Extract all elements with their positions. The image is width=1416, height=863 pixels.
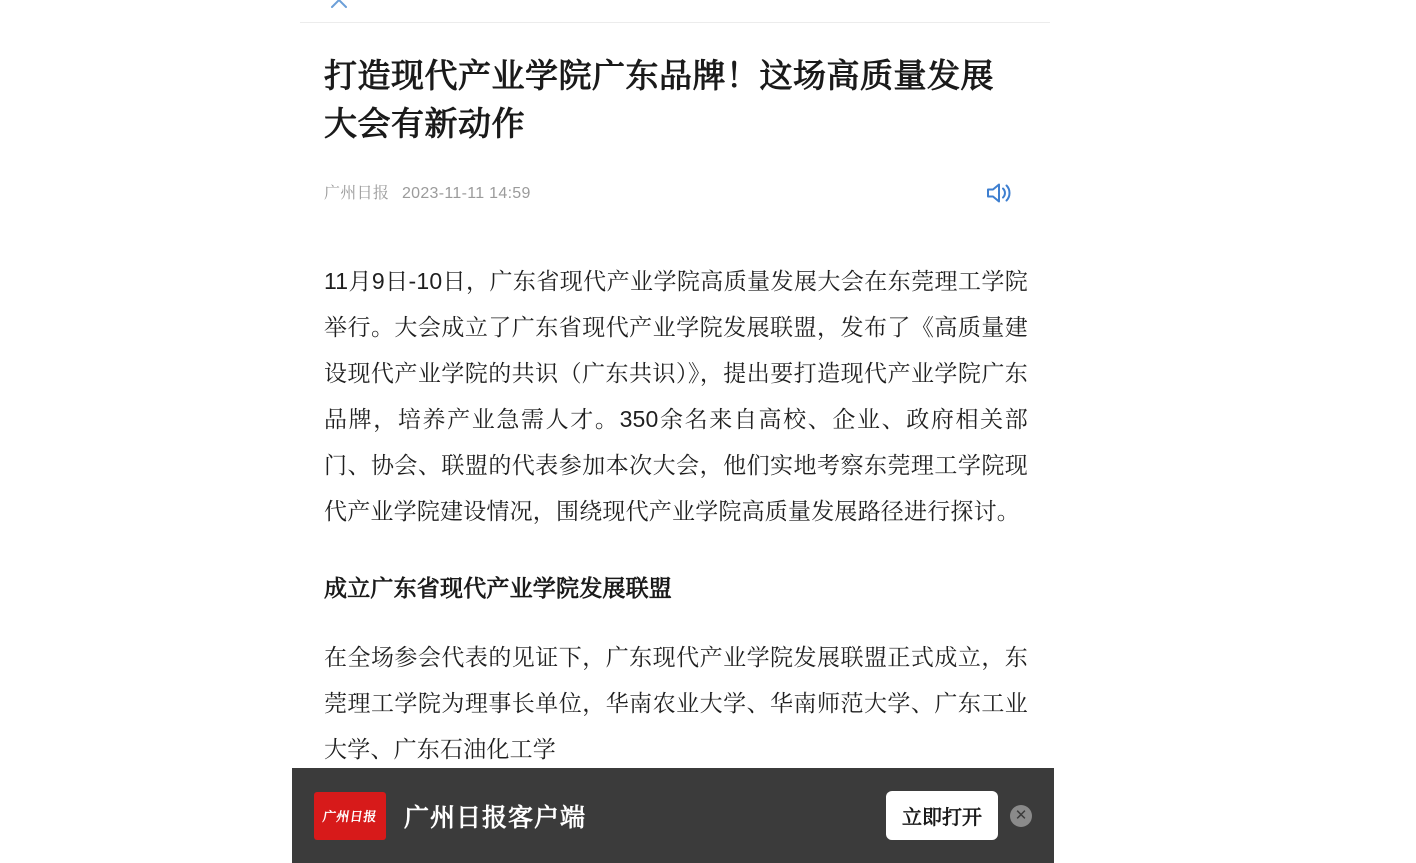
article-paragraph: 在全场参会代表的见证下，广东现代产业学院发展联盟正式成立，东莞理工学院为理事长单位，华南农业大学、华南师范大学、广东工业大学、广东石油化工学 <box>324 644 1028 762</box>
left-margin <box>0 0 300 863</box>
chevron-up-icon[interactable] <box>328 0 350 16</box>
article-meta <box>324 178 1026 210</box>
open-app-button[interactable]: 立即打开 <box>886 791 998 840</box>
article-section-heading: 成立广东省现代产业学院发展联盟 <box>324 575 672 601</box>
app-promo-bar <box>292 768 1054 863</box>
article-timestamp: 2023-11-11 14:59 <box>401 185 531 202</box>
app-logo-label: 广州日报 <box>321 809 378 824</box>
header-divider <box>300 22 1050 23</box>
article-column <box>300 0 1050 863</box>
right-margin <box>1050 0 1416 863</box>
article-source: 广州日报 <box>324 185 390 202</box>
app-name-label: 广州日报客户端 <box>404 803 587 832</box>
close-icon[interactable]: ✕ <box>1010 805 1032 827</box>
article-content <box>324 40 1026 795</box>
page-title: 打造现代产业学院广东品牌！这场高质量发展大会有新动作 <box>324 57 994 142</box>
article-paragraph: 11月9日-10日，广东省现代产业学院高质量发展大会在东莞理工学院举行。大会成立了广东省现代产业学院发展联盟，发布了《高质量建设现代产业学院的共识（广东共识）》，提出要打造现代产业学院广东品牌，培养产业急需人才。350余名来自高校、企业、政府相关部门、协会、联盟的代表参加本次大会，他们实地考察东莞理工学院现代产业学院建设情况，围绕现代产业学院高质量发展路径进行探讨。 <box>324 268 1028 524</box>
article-source-and-time <box>324 185 531 202</box>
app-logo-icon <box>314 792 386 840</box>
speaker-icon[interactable] <box>980 176 1014 210</box>
